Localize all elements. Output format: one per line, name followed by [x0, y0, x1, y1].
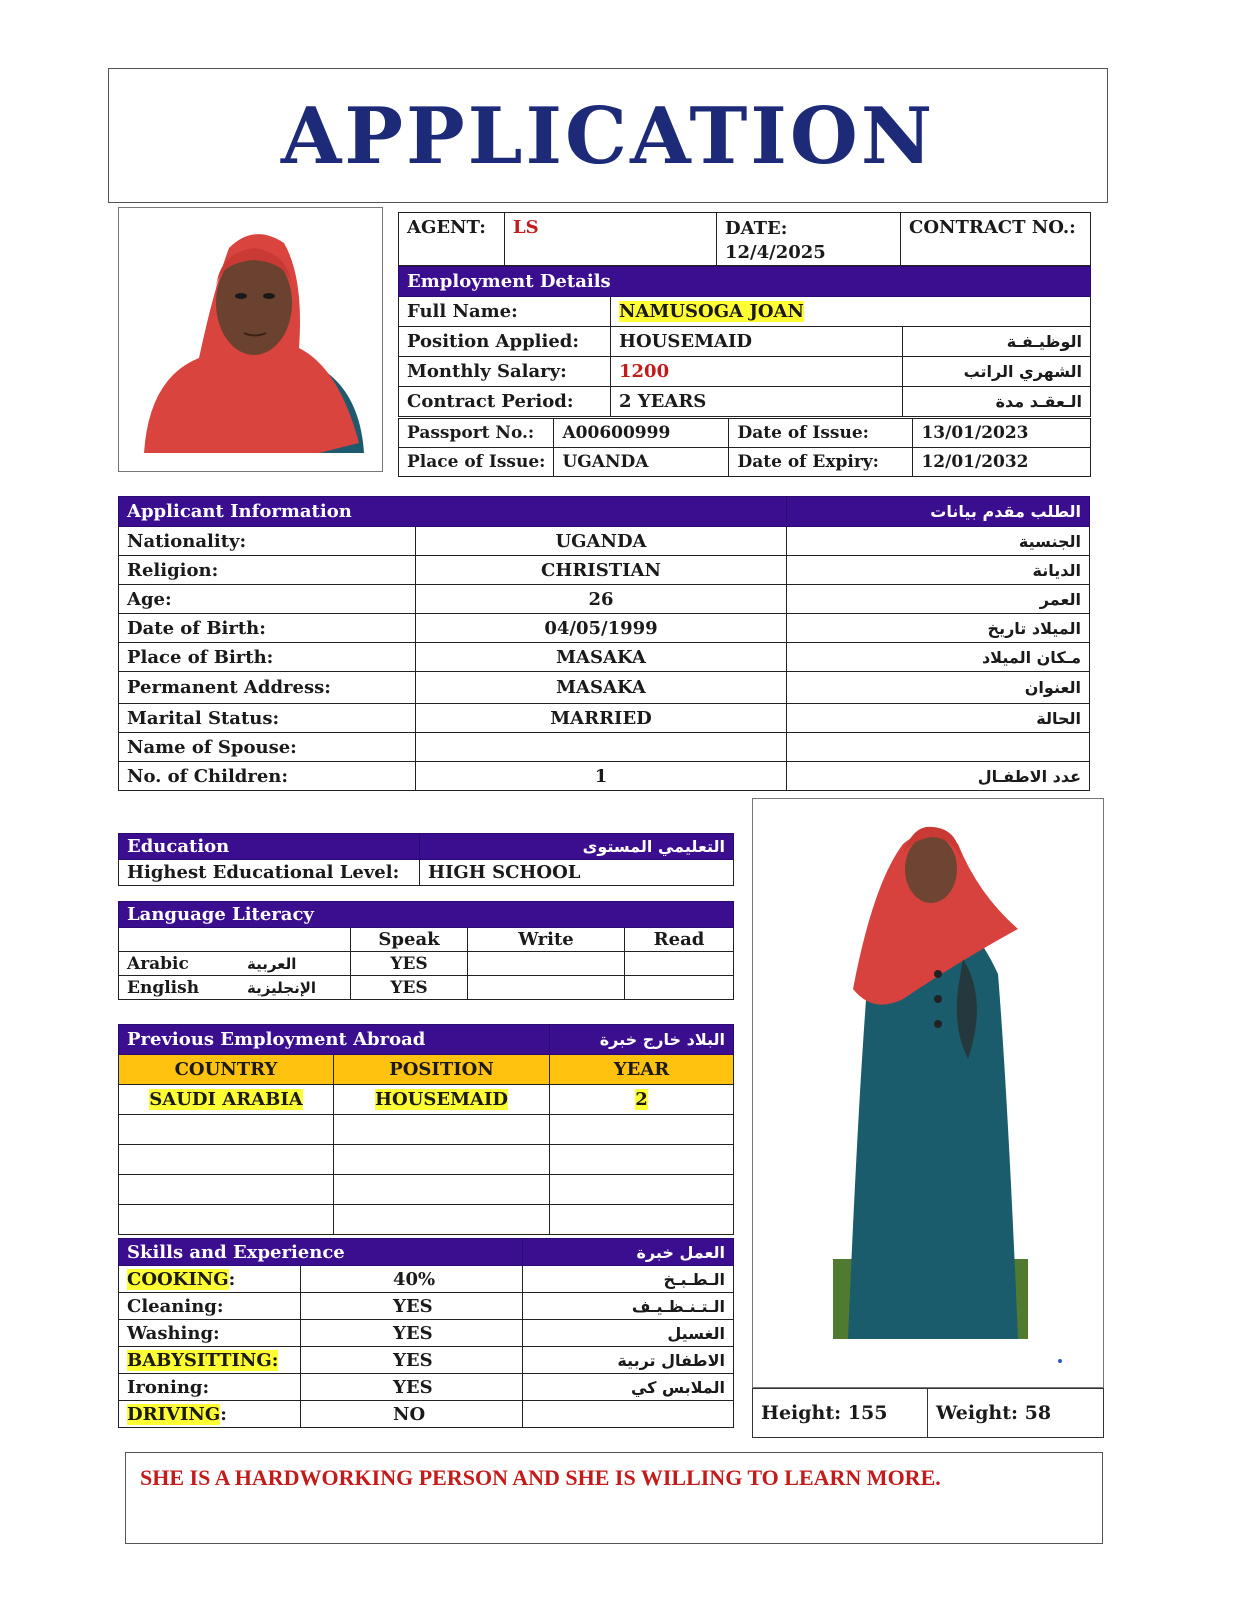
- applicant-row-label: Age:: [119, 585, 416, 614]
- col-year: YEAR: [550, 1055, 734, 1085]
- previous-position-cell: [334, 1085, 550, 1115]
- employment-table: [398, 266, 1091, 417]
- education-level-value: HIGH SCHOOL: [420, 860, 734, 886]
- skills-table: [118, 1238, 734, 1428]
- education-level-label: Highest Educational Level:: [119, 860, 420, 886]
- expiry-date-label: Date of Expiry:: [729, 448, 913, 477]
- skill-label: Washing:: [127, 1322, 220, 1344]
- previous-year-cell: [550, 1085, 734, 1115]
- applicant-row-value: MASAKA: [416, 643, 787, 672]
- col-write: Write: [468, 928, 625, 952]
- previous-empty-cell: [334, 1175, 550, 1205]
- skill-row: [119, 1374, 734, 1401]
- applicant-row-value: CHRISTIAN: [416, 556, 787, 585]
- skill-label-suffix: :: [228, 1268, 236, 1290]
- full-body-photo: [752, 798, 1104, 1388]
- skill-ar: الغسيل: [523, 1320, 734, 1347]
- skill-label-cell: [119, 1293, 301, 1320]
- col-position: POSITION: [334, 1055, 550, 1085]
- skill-value: YES: [301, 1347, 523, 1374]
- skill-value: 40%: [301, 1266, 523, 1293]
- previous-row: [119, 1085, 734, 1115]
- previous-empty-cell: [119, 1205, 334, 1235]
- col-country: COUNTRY: [119, 1055, 334, 1085]
- previous-empty-cell: [550, 1145, 734, 1175]
- skill-row: [119, 1320, 734, 1347]
- applicant-row-value: [416, 733, 787, 762]
- contract-period-label: Contract Period:: [399, 387, 611, 417]
- applicant-row-label: No. of Children:: [119, 762, 416, 791]
- portrait-photo: [118, 207, 383, 472]
- position-label: Position Applied:: [399, 327, 611, 357]
- language-speak: YES: [351, 952, 468, 976]
- previous-empty-row: [119, 1145, 734, 1175]
- applicant-row: [119, 585, 1090, 614]
- previous-empty-cell: [119, 1115, 334, 1145]
- skill-ar: الـتـنـظـيـف: [523, 1293, 734, 1320]
- date-value: 12/4/2025: [725, 242, 826, 263]
- skill-label: BABYSITTING:: [127, 1349, 279, 1371]
- applicant-row-ar: العنوان: [787, 672, 1090, 704]
- skill-ar: الملابس كي: [523, 1374, 734, 1401]
- applicant-row-ar: عدد الاطفـال: [787, 762, 1090, 791]
- applicant-row-ar: الحالة: [787, 704, 1090, 733]
- skill-label: Cleaning:: [127, 1295, 224, 1317]
- applicant-row: [119, 762, 1090, 791]
- skill-row: [119, 1293, 734, 1320]
- full-body-image: [753, 799, 1104, 1388]
- language-name-ar: الإنجليزية: [247, 978, 317, 997]
- applicant-row: [119, 672, 1090, 704]
- skill-label-suffix: :: [220, 1403, 227, 1425]
- applicant-row-label: Place of Birth:: [119, 643, 416, 672]
- employment-header: Employment Details: [399, 267, 1091, 297]
- language-name-ar: العربية: [247, 954, 297, 973]
- passport-no-label: Passport No.:: [399, 419, 554, 448]
- applicant-row: [119, 556, 1090, 585]
- place-of-issue-label: Place of Issue:: [399, 448, 554, 477]
- skill-label: Ironing:: [127, 1376, 210, 1398]
- language-write: [468, 952, 625, 976]
- previous-empty-cell: [334, 1205, 550, 1235]
- date-cell: [717, 213, 901, 266]
- language-speak: YES: [351, 976, 468, 1000]
- applicant-row: [119, 704, 1090, 733]
- previous-empty-cell: [334, 1145, 550, 1175]
- expiry-date-value: 12/01/2032: [913, 448, 1091, 477]
- previous-header: Previous Employment Abroad: [119, 1025, 550, 1055]
- previous-empty-cell: [119, 1145, 334, 1175]
- education-header-ar: التعليمي المستوى: [420, 834, 734, 860]
- skill-label-cell: [119, 1347, 301, 1374]
- remarks-text: SHE IS A HARDWORKING PERSON AND SHE IS WILLING TO LEARN MORE.: [140, 1465, 941, 1490]
- applicant-row-value: 1: [416, 762, 787, 791]
- previous-empty-row: [119, 1115, 734, 1145]
- applicant-row: [119, 614, 1090, 643]
- agent-value: LS: [505, 213, 717, 266]
- language-name-cell: [119, 952, 351, 976]
- applicant-row: [119, 527, 1090, 556]
- language-blank-cell: [119, 928, 351, 952]
- applicant-row-ar: الجنسية: [787, 527, 1090, 556]
- previous-country: SAUDI ARABIA: [149, 1089, 303, 1110]
- contract-no-label: CONTRACT NO.:: [901, 213, 1091, 266]
- place-of-issue-value: UGANDA: [554, 448, 729, 477]
- skill-label-cell: [119, 1374, 301, 1401]
- date-label: DATE:: [725, 218, 788, 239]
- skill-row: [119, 1347, 734, 1374]
- skill-value: NO: [301, 1401, 523, 1428]
- applicant-row-ar: الميلاد تاريخ: [787, 614, 1090, 643]
- height-weight-table: [752, 1388, 1104, 1438]
- previous-empty-cell: [550, 1115, 734, 1145]
- applicant-row-value: UGANDA: [416, 527, 787, 556]
- applicant-row-label: Name of Spouse:: [119, 733, 416, 762]
- language-table: [118, 901, 734, 1000]
- page-title: APPLICATION: [280, 91, 936, 182]
- position-ar: الوظيـفـة: [903, 327, 1091, 357]
- language-row: [119, 952, 734, 976]
- skill-label: COOKING: [127, 1268, 229, 1290]
- skill-label-cell: [119, 1320, 301, 1347]
- language-read: [625, 976, 734, 1000]
- passport-table: [398, 418, 1091, 477]
- applicant-row-label: Nationality:: [119, 527, 416, 556]
- passport-no-value: A00600999: [554, 419, 729, 448]
- weight-label: Weight: 58: [928, 1389, 1104, 1438]
- previous-empty-cell: [334, 1115, 550, 1145]
- applicant-header: Applicant Information: [119, 497, 787, 527]
- previous-year: 2: [635, 1089, 648, 1110]
- skill-ar: [523, 1401, 734, 1428]
- skill-ar: الـطـبـخ: [523, 1266, 734, 1293]
- previous-empty-cell: [119, 1175, 334, 1205]
- full-name-label: Full Name:: [399, 297, 611, 327]
- portrait-image: [119, 208, 383, 472]
- education-table: [118, 833, 734, 886]
- previous-empty-row: [119, 1175, 734, 1205]
- applicant-row: [119, 733, 1090, 762]
- previous-empty-cell: [550, 1205, 734, 1235]
- applicant-row-ar: العمر: [787, 585, 1090, 614]
- applicant-row-ar: الديانة: [787, 556, 1090, 585]
- previous-employment-table: [118, 1024, 734, 1235]
- issue-date-value: 13/01/2023: [913, 419, 1091, 448]
- previous-country-cell: [119, 1085, 334, 1115]
- position-value: HOUSEMAID: [611, 327, 903, 357]
- applicant-row-label: Religion:: [119, 556, 416, 585]
- height-label: Height: 155: [753, 1389, 928, 1438]
- skill-row: [119, 1266, 734, 1293]
- salary-label: Monthly Salary:: [399, 357, 611, 387]
- language-name-cell: [119, 976, 351, 1000]
- applicant-table: [118, 496, 1090, 791]
- skills-header: Skills and Experience: [119, 1239, 523, 1266]
- title-box: [108, 68, 1108, 203]
- salary-ar: الشهري الراتب: [903, 357, 1091, 387]
- col-read: Read: [625, 928, 734, 952]
- applicant-row-label: Permanent Address:: [119, 672, 416, 704]
- previous-empty-cell: [550, 1175, 734, 1205]
- skill-value: YES: [301, 1374, 523, 1401]
- contract-period-ar: الـعقـد مدة: [903, 387, 1091, 417]
- agent-label: AGENT:: [399, 213, 505, 266]
- applicant-row-ar: [787, 733, 1090, 762]
- language-name: Arabic: [127, 953, 189, 974]
- previous-position: HOUSEMAID: [374, 1089, 509, 1110]
- skill-value: YES: [301, 1320, 523, 1347]
- skills-header-ar: العمل خبرة: [523, 1239, 734, 1266]
- skill-label: DRIVING: [127, 1403, 221, 1425]
- applicant-header-ar: الطلب مقدم بيانات: [787, 497, 1090, 527]
- skill-label-cell: [119, 1266, 301, 1293]
- full-name-cell: [611, 297, 1091, 327]
- contract-period-value: 2 YEARS: [611, 387, 903, 417]
- education-header: Education: [119, 834, 420, 860]
- applicant-row: [119, 643, 1090, 672]
- applicant-row-value: MASAKA: [416, 672, 787, 704]
- applicant-row-label: Date of Birth:: [119, 614, 416, 643]
- previous-empty-row: [119, 1205, 734, 1235]
- agent-table: [398, 212, 1091, 266]
- skill-label-cell: [119, 1401, 301, 1428]
- language-header: Language Literacy: [119, 902, 734, 928]
- previous-header-ar: البلاد خارج خبرة: [550, 1025, 734, 1055]
- applicant-row-label: Marital Status:: [119, 704, 416, 733]
- col-speak: Speak: [351, 928, 468, 952]
- language-write: [468, 976, 625, 1000]
- applicant-row-value: MARRIED: [416, 704, 787, 733]
- language-row: [119, 976, 734, 1000]
- language-name: English: [127, 977, 200, 998]
- applicant-row-value: 26: [416, 585, 787, 614]
- issue-date-label: Date of Issue:: [729, 419, 913, 448]
- skill-ar: الاطفال تربية: [523, 1347, 734, 1374]
- applicant-row-value: 04/05/1999: [416, 614, 787, 643]
- full-name-value: NAMUSOGA JOAN: [619, 301, 804, 322]
- applicant-row-ar: مـكان الميلاد: [787, 643, 1090, 672]
- language-read: [625, 952, 734, 976]
- skill-row: [119, 1401, 734, 1428]
- skill-value: YES: [301, 1293, 523, 1320]
- remarks-box: [125, 1452, 1103, 1544]
- salary-value: 1200: [611, 357, 903, 387]
